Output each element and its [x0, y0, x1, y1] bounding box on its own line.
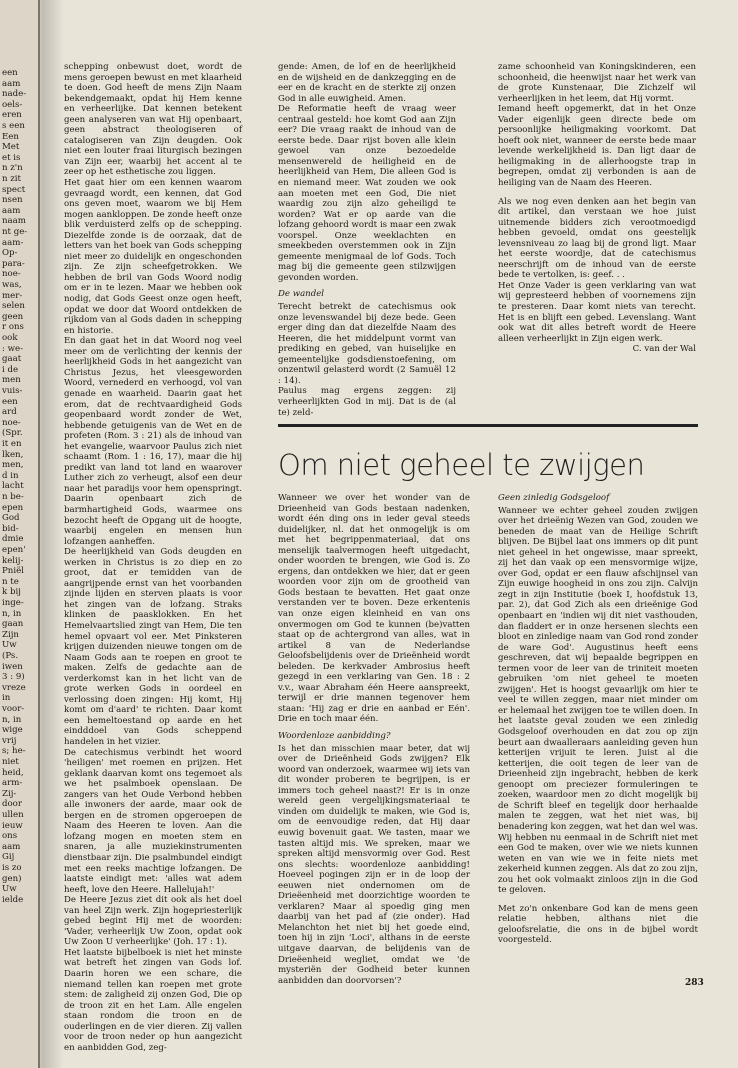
- previous-page-text-fragment: ook: [2, 333, 18, 343]
- previous-page-text-fragment: n z'n: [2, 163, 23, 174]
- previous-page-text-fragment: i de: [2, 364, 19, 375]
- previous-page-text-fragment: men,: [2, 460, 24, 471]
- previous-page-text-fragment: is zo: [2, 863, 22, 873]
- previous-page-text-fragment: (Spr.: [2, 428, 23, 439]
- previous-page-text-fragment: selen: [2, 301, 25, 312]
- article-headline: Om niet geheel te zwijgen: [278, 448, 645, 482]
- previous-page-text-fragment: d in: [2, 470, 19, 481]
- previous-page-text-fragment: kelij-: [2, 555, 24, 566]
- previous-page-text-fragment: ieuw: [2, 820, 23, 831]
- previous-page-text-fragment: dmie: [2, 534, 24, 545]
- previous-page-text-fragment: ullen: [2, 810, 24, 820]
- previous-page-text-fragment: heid,: [2, 767, 24, 778]
- previous-page-text-fragment: : we-: [2, 343, 23, 354]
- previous-page-text-fragment: Met: [2, 142, 20, 153]
- subheading-geen-zinledig-godsgeloof: Geen zinledig Godsgeloof: [498, 493, 610, 503]
- paragraph: De heerlijkheid van Gods deugden en werken in Christus is zo diep en zo groot, dat er temidden van de aangrijpende ernst van het voorbanden zijnde lijden en sterven plaats is voor het zingen van de lofzang. Straks klinken de paasklokken. En het Hemelvaartslied zingt van Hem, Die ten hemel opvaart vol eer. Met Pinksteren krijgen duizenden nieuwe tongen om de Naam Gods aan te roepen en groot te maken. Zelfs de gedachte aan de verderkomst kan in het licht van de grote werken Gods in oordeel en verlossing doen zingen: Hij komt, Hij komt om d'aard' te richten. Daar komt een hemeltoestand op aarde en het eindddoel van Gods scheppend handelen in het vizier.: [64, 547, 242, 747]
- paragraph: Terecht betrekt de catechismus ook onze levenswandel bij deze bede. Geen erger ding dan dat diezelfde Naam des Heeren, die het middelpunt vormt van prediking en gebed, van huiselijke en gemeentelijke godsdienstoefening, om onzentwil gelasterd wordt (2 Samuël 12 : 14).: [278, 302, 456, 386]
- previous-page-text-fragment: niet: [2, 757, 19, 767]
- previous-page-text-fragment: nt ge-: [2, 227, 28, 237]
- magazine-page: [42, 0, 738, 1068]
- previous-page-text-fragment: vuis-: [2, 386, 23, 396]
- previous-page-text-fragment: r ons: [2, 322, 24, 333]
- previous-page-text-fragment: n zit: [2, 174, 21, 184]
- previous-page-text-fragment: para-: [2, 258, 25, 269]
- previous-page-text-fragment: naam: [2, 216, 26, 227]
- previous-page-text-fragment: arm-: [2, 778, 23, 789]
- article-column-2: [278, 62, 456, 418]
- previous-page-text-fragment: Uw: [2, 640, 17, 651]
- previous-page-text-fragment: Op-: [2, 248, 18, 259]
- paragraph: Is het dan misschien maar beter, dat wij over de Drieënheid Gods zwijgen? Elk woord van onderzoek, waarmee wij iets van dit wonder proberen te begrijpen, is er immers toch geheel naast?! Er is in onze wereld geen vergelijkingsmateriaal te vinden om duidelijk te maken, wie God is, om de eenvoudige reden, dat Hij daar euwig bovenuit gaat. We tasten, maar we tasten altijd mis. We spreken, maar we spreken altijd mensvormig over God. Rest ons slechts: woordenloze aanbidding! Hoeveel pogingen zijn er in de loop der eeuwen niet ondernomen om de Drieëenheid met doorzichtige woorden te verklaren? Maar al spoedig ging men daarbij van het pad af (zie onder). Had Melanchton het niet bij het goede eind, toen hij in zijn 'Loci', althans in de eerste uitgave daarvan, de belijdenis van de Drieëenheid wegliet, omdat we 'de mysteriën der Godheid beter kunnen aanbidden dan doorvorsen'?: [278, 743, 470, 986]
- previous-page-text-fragment: s; he-: [2, 746, 26, 757]
- previous-page-text-fragment: k bij: [2, 587, 21, 598]
- previous-page-text-fragment: epen: [2, 502, 24, 513]
- paragraph: gende: Amen, de lof en de heerlijkheid en de wijsheid en de dankzegging en de eer en de kracht en de sterkte zij onzen God in alle euwigheid. Amen.: [278, 62, 456, 104]
- previous-page-text-fragment: Gij: [2, 852, 15, 863]
- previous-page-text-fragment: God: [2, 513, 20, 524]
- previous-page-edge: [0, 0, 40, 1068]
- previous-page-text-fragment: ard: [2, 407, 17, 418]
- page-gutter-shadow: [42, 0, 64, 1068]
- previous-page-text-fragment: aam: [2, 841, 21, 852]
- paragraph: schepping onbewust doet, wordt de mens geroepen bewust en met klaarheid te doen. God heeft de mens Zijn Naam bekendgemaakt, opdat hij Hem kenne en verheerlijke. Dat kennen betekent geen analyseren van wat Hij openbaart, geen abstract theologiseren of catalogiseren van Zijn deugden. Ook niet een louter fraai liturgisch bezingen van Zijn eer, waarbij het accent al te zeer op het esthetische zou liggen.: [64, 62, 242, 178]
- previous-page-text-fragment: epen': [2, 545, 26, 555]
- previous-page-text-fragment: n, in: [2, 714, 22, 725]
- previous-page-text-fragment: gaat: [2, 354, 22, 365]
- previous-page-text-fragment: aam-: [2, 237, 24, 248]
- paragraph: Wanneer we over het wonder van de Drieenheid van Gods bestaan nadenken, wordt één ding ons in ieder geval steeds duidelijker, nl. dat het onmogelijk is om met het begrippenmateriaal, dat ons menselijk taalvermogen heeft uitgedacht, onder woorden te brengen, wie God is. Zo ergens, dan ontdekken we hier, dat er geen woorden voor zijn om de grootheid van Gods bestaan te bevatten. Het gaat onze verstanden ver te boven. Deze erkentenis van onze eigen kleinheid en van ons onvermogen om God te kunnen (be)vatten staat op de achtergrond van alles, wat in artikel 8 van de Nederlandse Geloofsbelijdenis over de Drieënheid wordt beleden. De kerkvader Ambrosius heeft gezegd in een verklaring van Gen. 18 : 2 v.v., waar Abraham één Heere aanspreekt, terwijl er drie mannen tegenover hem staan: 'Hij zag er drie en aanbad er Eén'. Drie en toch maar één.: [278, 493, 470, 725]
- previous-page-text-fragment: lken,: [2, 449, 24, 460]
- previous-page-text-fragment: n be-: [2, 492, 24, 502]
- previous-page-text-fragment: geen: [2, 311, 24, 322]
- previous-page-text-fragment: mer-: [2, 290, 23, 301]
- subheading-woordenloze-aanbidding: Woordenloze aanbidding?: [278, 731, 391, 742]
- paragraph: Als we nog even denken aan het begin van dit artikel, dan verstaan we hoe juist uitnemende bidders zich verootmoedigd hebben gevoeld, omdat ons geestelijk levensniveau zo laag bij de grond ligt. Maar het eerste woordje, dat de catechismus neerschrijft om de inhoud van de eerste bede te vertolken, is: geef. . .: [498, 196, 696, 281]
- previous-page-text-fragment: gaan: [2, 619, 24, 630]
- author-signature: C. van der Wal: [632, 344, 696, 355]
- previous-page-text-fragment: door: [2, 799, 22, 810]
- previous-page-text-fragment: een: [2, 396, 18, 407]
- page-number: 283: [685, 978, 704, 988]
- article2-column-2: [498, 493, 698, 946]
- previous-page-text-fragment: nade-: [2, 89, 27, 100]
- previous-page-text-fragment: n te: [2, 576, 19, 587]
- subheading-wandel: De wandel: [278, 289, 325, 300]
- previous-page-text-fragment: oels-: [2, 99, 23, 110]
- previous-page-text-fragment: ons: [2, 831, 18, 842]
- paragraph: Iemand heeft opgemerkt, dat in het Onze Vader eigenlijk geen directe bede om persoonlijke heiligmaking voorkomt. Dat hoeft ook niet, wanneer de eerste bede maar levende werkelijkheid is. Dan ligt daar de heiligmaking in de allerhoogste trap in begrepen, omdat zij verbonden is aan de heiliging van de Naam des Heeren.: [498, 104, 696, 189]
- previous-page-text-fragment: was,: [2, 280, 22, 290]
- previous-page-text-fragment: aam: [2, 205, 21, 216]
- previous-page-text-fragment: bid-: [2, 523, 19, 534]
- previous-page-text-fragment: lacht: [2, 481, 24, 492]
- previous-page-text-fragment: eren: [2, 110, 22, 121]
- paragraph: Wanneer we echter geheel zouden zwijgen over het drieënig Wezen van God, zouden we beneden de maat van de Heilige Schrift blijven. De Bijbel laat ons immers op dit punt niet geheel in het ongewisse, maar spreekt, zij het dan vaak op een mensvormige wijze, over God, opdat er een flauw afschijnsel van Zijn euwige hoogheid in ons zou zijn. Calvijn zegt in zijn Institutie (boek I, hoofdstuk 13, par. 2), dat God Zich als een drieënige God openbaart en 'indien wij dit niet vasthouden, dan fladdert er in onze hersenen slechts een bloot en zinledige naam van God rond zonder de ware God'. Augustinus heeft eens geschreven, dat wij bepaalde begrippen en termen voor de leer van de triniteit moeten gebruiken 'om niet geheel te moeten zwijgen'. Het is hoogst gevaarlijk om hier te veel te willen zeggen, maar niet minder om er helemaal het zwijgen toe te willen doen. In het laatste geval zouden we een zinledig Godsgeloof overhouden en dat zou op zijn beurt aan dwaalleraars aanleiding geven hun ketterijen vrijuit te leren. Juist al die ketterijen, die ooit tegen de leer van de Drieenheid zijn ingebracht, hebben de kerk genoopt om preciezer formuleringen te zoeken, waardoor men zo dicht mogelijk bij de Schrift bleef en tegelijk door herhaalde malen te zeggen, wat het niet was, bij benadering kon zeggen, wat het dan wel was. Wij hebben nu eenmaal in de Schrift niet met een God te maken, over wie we niets kunnen weten en van wie we in feite niets met zekerheid kunnen zeggen. Als dat zo zou zijn, zou het ook volmaakt zinloos zijn in die God te geloven.: [498, 505, 698, 896]
- paragraph: De catechismus verbindt het woord 'heiligen' met roemen en prijzen. Het geklank daarvan komt ons tegemoet als we het psalmboek openslaan. De zangers van het Oude Verbond hebben alle inwoners der aarde, maar ook de bergen en de stromen opgeroepen de Naam des Heeren te loven. Aan die lofzang mogen en moeten stem en snaren, ja alle muziekinstrumenten dienstbaar zijn. Die psalmbundel eindigt met een reeks machtige lofzangen. De laatste eindigt met: 'alles wat adem heeft, love den Heere. Hallelujah!': [64, 747, 242, 895]
- paragraph: Het Onze Vader is geen verklaring van wat wij gepresteerd hebben of voornemens zijn te presteren. Daar komt niets van terecht. Het is en blijft een gebed. Levenslang. Want ook wat dit alles betreft wordt de Heere alleen verheerlijkt in Zijn eigen werk.: [498, 280, 696, 344]
- previous-page-text-fragment: wige: [2, 725, 23, 736]
- previous-page-text-fragment: iwen: [2, 661, 23, 672]
- previous-page-text-fragment: vreze: [2, 682, 26, 693]
- previous-page-text-fragment: Zijn: [2, 629, 19, 640]
- previous-page-text-fragment: nsen: [2, 195, 23, 206]
- previous-page-text-fragment: voor-: [2, 704, 25, 714]
- article-column-1: [64, 62, 242, 1053]
- paragraph: Het gaat hier om een kennen waarom gevraagd wordt, een kennen, dat God ons geven moet, waarom we bij Hem mogen aankloppen. De zonde heeft onze blik verduisterd zelfs op de schepping. Diezelfde zonde is de oorzaak, dat de letters van het boek van Gods schepping niet meer zo duidelijk en ongeschonden zijn. Ze zijn scheefgetrokken. We hebben de bril van Gods Woord nodig om er in te lezen. Maar we hebben ook nodig, dat Gods Geest onze ogen heeft, opdat we door dat Woord ontdekken de rijkdom van al Gods daden in schepping en historie.: [64, 178, 242, 336]
- previous-page-text-fragment: noe-: [2, 269, 21, 280]
- previous-page-text-fragment: 3 : 9): [2, 672, 25, 683]
- paragraph: zame schoonheid van Koningskinderen, een schoonheid, die heenwijst naar het werk van de grote Kunstenaar, Die Zichzelf wil verheerlijken in het leem, dat Hij vormt.: [498, 62, 696, 104]
- previous-page-text-fragment: Pniël: [2, 566, 24, 577]
- previous-page-text-fragment: inge-: [2, 598, 24, 608]
- article2-column-1: [278, 493, 470, 986]
- previous-page-text-fragment: een: [2, 68, 18, 78]
- previous-page-text-fragment: n, in: [2, 608, 22, 619]
- previous-page-text-fragment: spect: [2, 184, 26, 195]
- paragraph: Met zo'n onkenbare God kan de mens geen relatie hebben, althans niet die geloofsrelatie, die ons in de bijbel wordt voorgesteld.: [498, 903, 698, 946]
- previous-page-text-fragment: it en: [2, 439, 22, 449]
- previous-page-text-fragment: vrij: [2, 735, 17, 746]
- article-divider-rule: [278, 424, 698, 427]
- previous-page-text-fragment: ielde: [2, 894, 24, 905]
- previous-page-text-fragment: in: [2, 693, 11, 704]
- article-column-3: [498, 62, 696, 355]
- previous-page-text-fragment: Uw: [2, 884, 17, 895]
- paragraph: De Reformatie heeft de vraag weer centraal gesteld: hoe komt God aan Zijn eer? Die vraag raakt de inhoud van de eerste bede. Daar rijst boven alle klein gewoel van onze bezoedelde mensenwereld de heiligheid en de heerlijkheid van Hem, Die alleen God is en niemand meer. Wat zouden we ook aan moeten met een God, Die niet waardig zou zijn alzo geheiligd te worden? Wat er op aarde van die lofzang gehoord wordt is maar een zwak voorspel. Onze weeklachten en smeekbeden overstemmen ook in Zijn gemeente menigmaal de lof Gods. Toch mag bij die gemeente geen stilzwijgen gevonden worden.: [278, 104, 456, 283]
- paragraph: Het laatste bijbelboek is niet het minste wat betreft het zingen van Gods lof. Daarin horen we een schare, die niemand tellen kan roepen met grote stem: de zaligheid zij onzen God, Die op de troon zit en het Lam. Alle engelen staan rondom die troon en de ouderlingen en de vier dieren. Zij vallen voor de troon neder op hun aangezicht en aanbidden God, zeg-: [64, 947, 242, 1053]
- paragraph: De Heere Jezus ziet dit ook als het doel van heel Zijn werk. Zijn hogepriesterlijk gebed begint Hij met de woorden: 'Vader, verheerlijk Uw Zoon, opdat ook Uw Zoon U verheerlijke' (Joh. 17 : 1).: [64, 895, 242, 948]
- previous-page-text-fragment: Zij-: [2, 788, 17, 799]
- paragraph: Paulus mag ergens zeggen: zij verheerlijkten God in mij. Dat is de (al te) zeld-: [278, 386, 456, 418]
- previous-page-text-fragment: Een: [2, 131, 19, 142]
- previous-page-text-fragment: s een: [2, 121, 25, 131]
- previous-page-text-fragment: et is: [2, 152, 21, 163]
- paragraph: En dan gaat het in dat Woord nog veel meer om de verlichting der kennis der heerlijkheid Gods in het aangezicht van Christus Jezus, het vleesgeworden Woord, vernederd en verhoogd, vol van genade en waarheid. Daarin gaat het erom, dat de rechtvaardigheid Gods geopenbaard wordt zonder de Wet, hebbende getuigenis van de Wet en de profeten (Rom. 3 : 21) als de inhoud van het evangelie, waarvoor Paulus zich niet schaamt (Rom. 1 : 16, 17), maar die hij predikt van land tot land en waarover Luther zich zo verheugt, alsof een deur naar het paradijs voor hem openspringt. Daarin openbaart zich de barmhartigheid Gods, waarmee ons bezocht heeft de Opgang uit de hoogte, waarbij engelen en mensen hun lofzangen aanheffen.: [64, 336, 242, 547]
- previous-page-text-fragment: gen): [2, 873, 22, 884]
- previous-page-text-fragment: aam: [2, 78, 21, 89]
- previous-page-text-fragment: noe-: [2, 417, 21, 428]
- previous-page-text-fragment: (Ps.: [2, 651, 19, 661]
- previous-page-text-fragment: men: [2, 375, 21, 386]
